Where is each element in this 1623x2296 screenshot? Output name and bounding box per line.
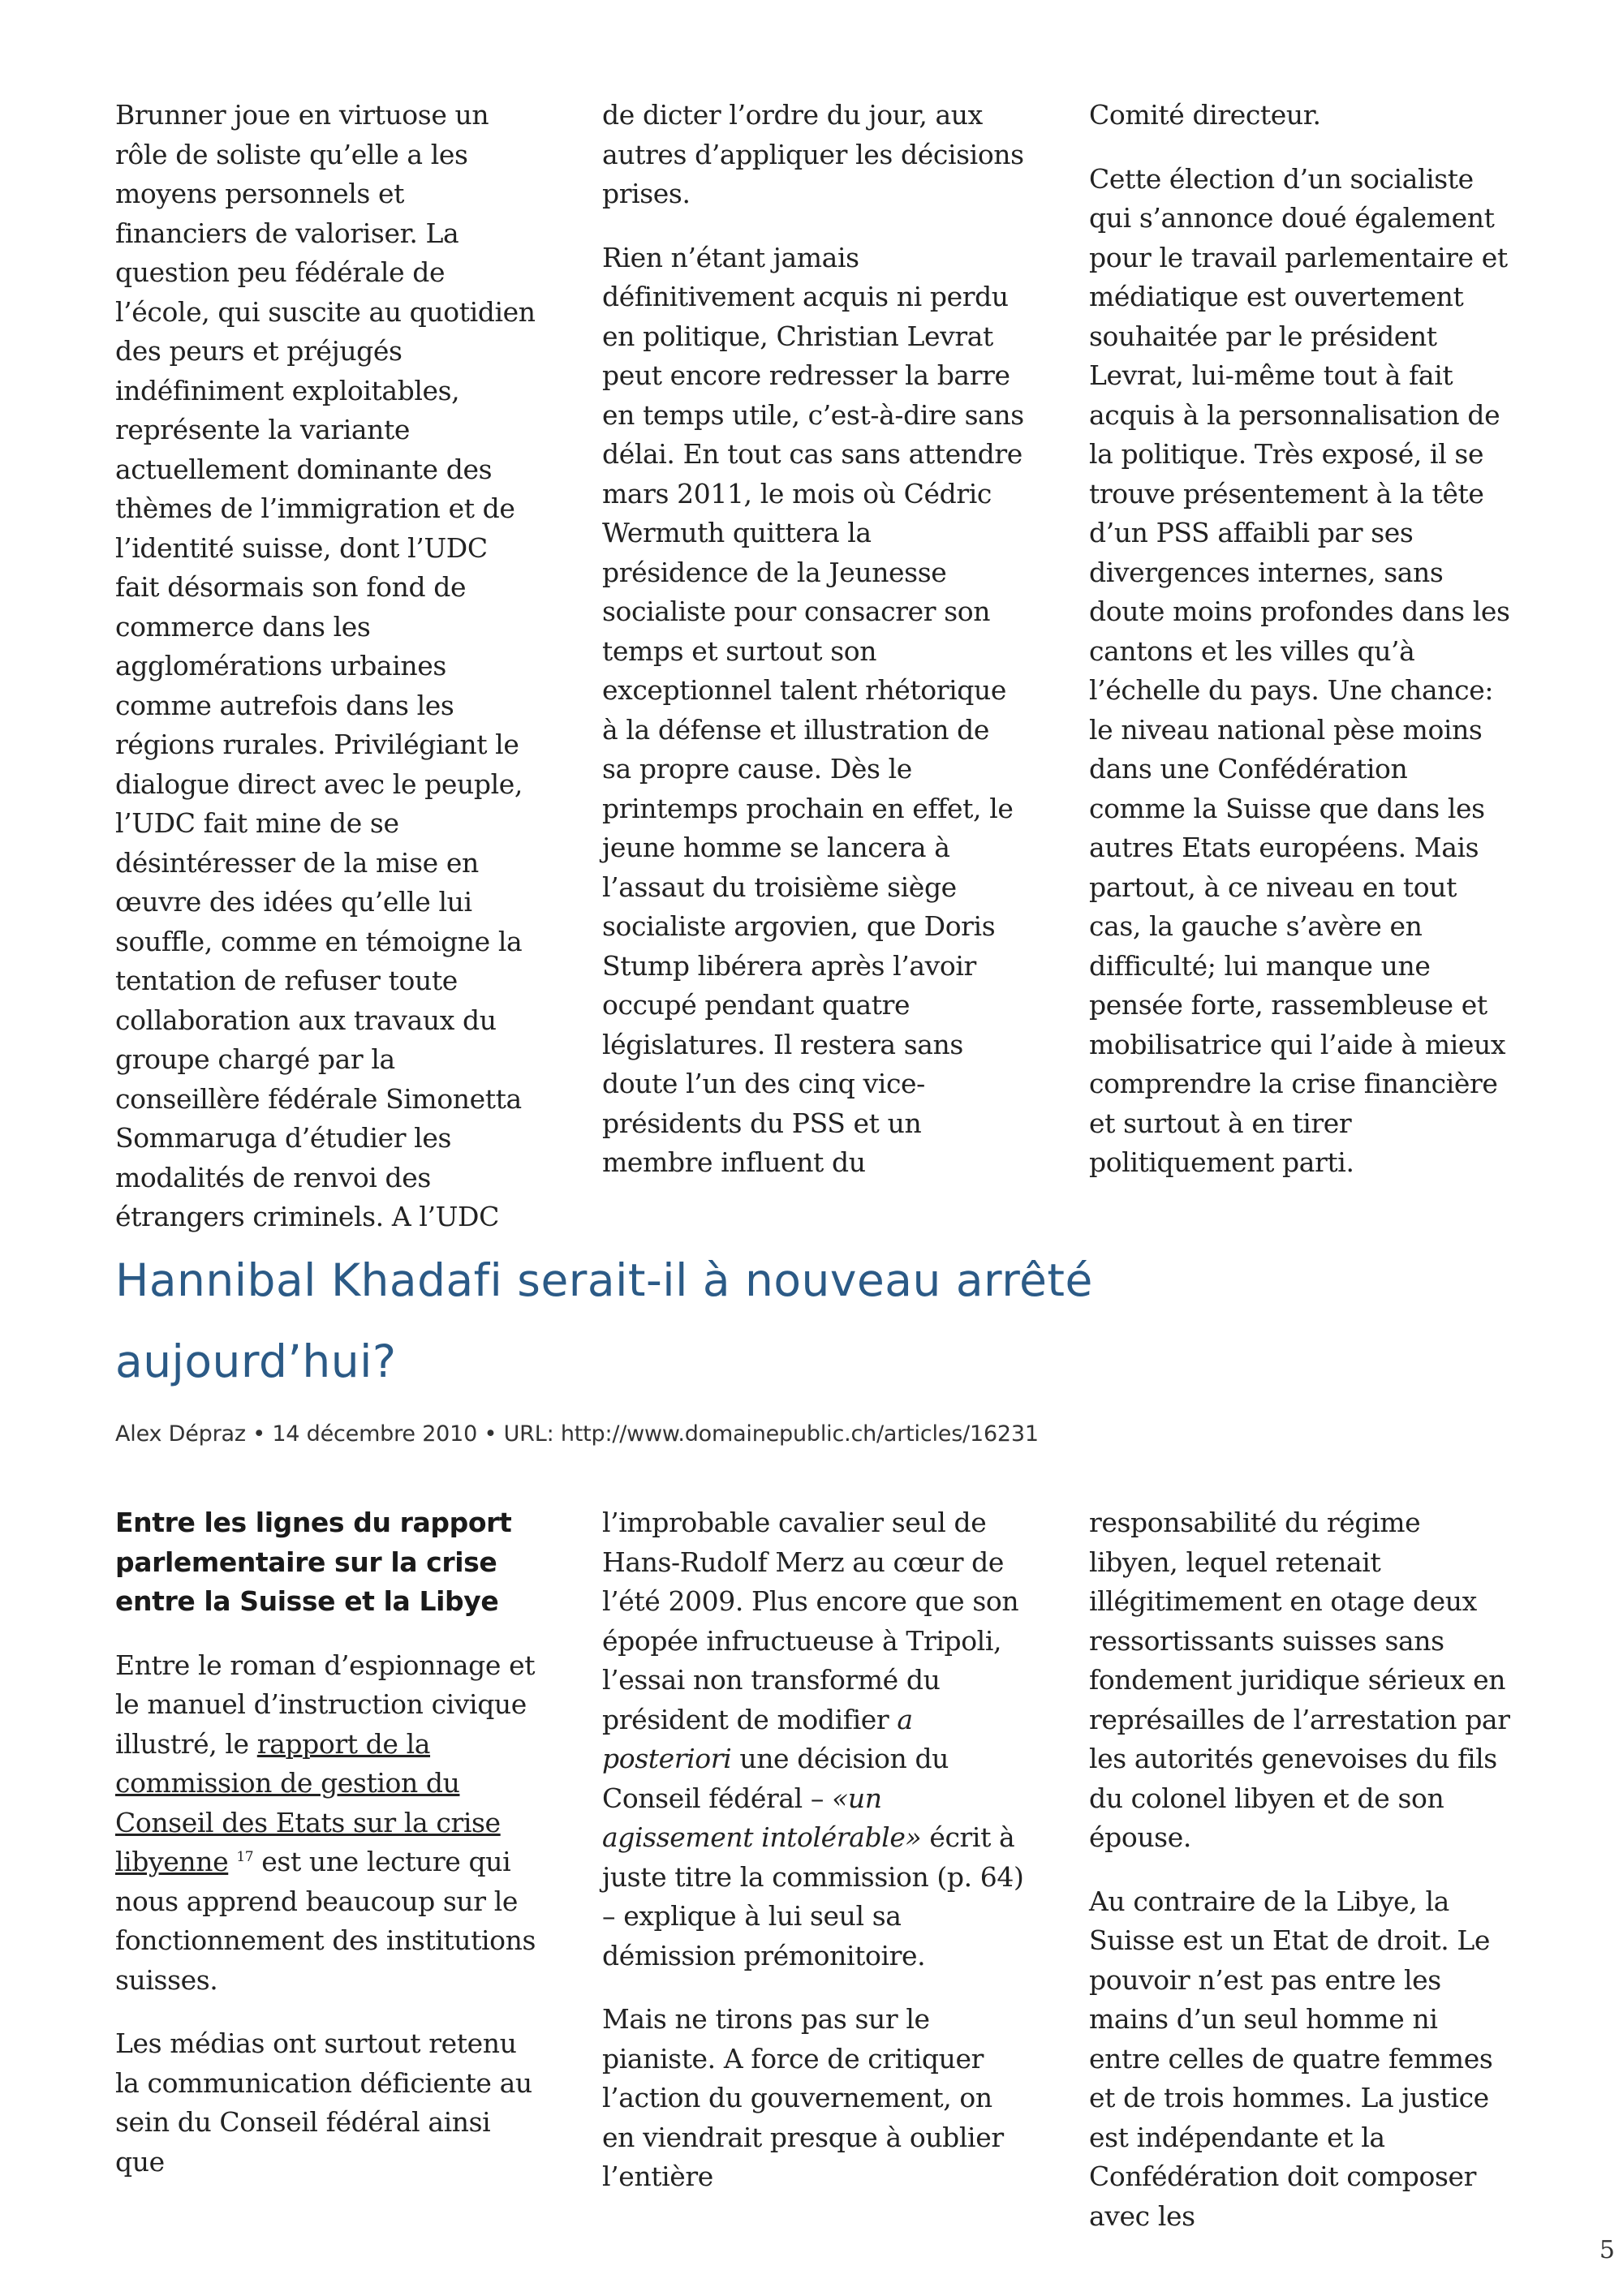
paragraph-text: Entre le roman d’espionnage et le manuel d’instruction civique illustré, le — [115, 1649, 536, 1760]
paragraph: Au contraire de la Libye, la Suisse est un Etat de droit. Le pouvoir n’est pas entre les mains d’un seul homme ni entre celles de quatre femmes et de trois hommes. La justice est indépendante et la Confédération doit composer avec les — [1089, 1885, 1493, 2232]
paragraph: Mais ne tirons pas sur le pianiste. A force de critiquer l’action du gouvernement, on en viendrait presque à oublier l’entière — [602, 2003, 1004, 2192]
paragraph: Rien n’étant jamais définitivement acquis ni perdu en politique, Christian Levrat peut encore redresser la barre en temps utile, c’est-à-dire sans délai. En tout cas sans attendre mars 2011, le mois où Cédric Wermuth quittera la présidence de la Jeunesse socialiste pour consacrer son temps et surtout son exceptionnel talent rhétorique à la défense et illustration de sa propre cause. Dès le printemps prochain en effet, le jeune homme se lancera à l’assaut du troisième siège socialiste argovien, que Doris Stump libérera après l’avoir occupé pendant quatre législatures. Il restera sans doute l’un des cinq vice-présidents du PSS et un membre influent du — [602, 241, 1024, 1178]
paragraph-text: l’improbable cavalier seul de Hans-Rudolf Merz au cœur de l’été 2009. Plus encore que son épopée infructueuse à Tripoli, l’essai non transformé du président de modifier — [602, 1507, 1019, 1735]
paragraph: de dicter l’ordre du jour, aux autres d’appliquer les décisions prises. — [602, 99, 1024, 209]
paragraph: responsabilité du régime libyen, lequel retenait illégitimement en otage deux ressortissants suisses sans fondement juridique sérieux en représailles de l’arrestation par les autorités genevoises du fils du colonel libyen et de son épouse. — [1089, 1507, 1510, 1853]
page-number: 5 — [1599, 2236, 1615, 2264]
top-column-3 — [1089, 96, 1511, 1262]
previous-article-columns — [115, 96, 1511, 1262]
article-column-3 — [1089, 1503, 1511, 2260]
paragraph: Comité directeur. — [1089, 99, 1321, 131]
article-columns — [115, 1503, 1511, 2260]
article-lead: Entre les lignes du rapport parlementaire sur la crise entre la Suisse et la Libye — [115, 1507, 512, 1617]
report-link[interactable]: rapport de la commission de gestion du Conseil des Etats sur la crise libyenne — [115, 1727, 501, 1877]
top-column-1 — [115, 96, 537, 1262]
paragraph-text: écrit à juste titre la commission (p. 64) – explique à lui seul sa démission prémonitoire. — [602, 1821, 1024, 1971]
paragraph — [602, 1503, 1024, 1976]
emphasis-text: a posteriori — [602, 1703, 913, 1774]
top-column-2 — [602, 96, 1024, 1262]
article-column-1 — [115, 1503, 537, 2260]
article-title: Hannibal Khadafi serait-il à nouveau arrêté aujourd’hui? — [115, 1254, 1093, 1387]
paragraph: Cette élection d’un socialiste qui s’annonce doué également pour le travail parlementaire et médiatique est ouvertement souhaitée par le président Levrat, lui-même tout à fait acquis à la personnalisation de la politique. Très exposé, il se trouve présentement à la tête d’un PSS affaibli par ses divergences internes, sans doute moins profondes dans les cantons et les villes qu’à l’échelle du pays. Une chance: le niveau national pèse moins dans une Confédération comme la Suisse que dans les autres Etats européens. Mais partout, à ce niveau en tout cas, la gauche s’avère en difficulté; lui manque une pensée forte, rassembleuse et mobilisatrice qui l’aide à mieux comprendre la crise financière et surtout à en tirer politiquement parti. — [1089, 162, 1510, 1178]
article-column-2 — [602, 1503, 1024, 2260]
paragraph: Brunner joue en virtuose un rôle de soliste qu’elle a les moyens personnels et financiers de valoriser. La question peu fédérale de l’école, qui suscite au quotidien des peurs et préjugés indéfiniment exploitables, représente la variante actuellement dominante des thèmes de l’immigration et de l’identité suisse, dont l’UDC fait désormais son fond de commerce dans les agglomérations urbaines comme autrefois dans les régions rurales. Privilégiant le dialogue direct avec le peuple, l’UDC fait mine de se désintéresser de la mise en œuvre des idées qu’elle lui souffle, comme en témoigne la tentation de refuser toute collaboration aux travaux du groupe chargé par la conseillère fédérale Simonetta Sommaruga d’étudier les modalités de renvoi des étrangers criminels. A l’UDC — [115, 99, 536, 1232]
paragraph-text: est une lecture qui nous apprend beaucoup sur le fonctionnement des institutions suisses. — [115, 1846, 536, 1996]
paragraph — [115, 1646, 537, 2001]
emphasis-quote: «un agissement intolérable» — [602, 1782, 922, 1853]
paragraph-text: une décision du Conseil fédéral – — [602, 1743, 949, 1814]
footnote-ref[interactable]: 17 — [236, 1849, 254, 1865]
paragraph: Les médias ont surtout retenu la communication déficiente au sein du Conseil fédéral ainsi que — [115, 2027, 532, 2178]
article-byline: Alex Dépraz • 14 décembre 2010 • URL: http://www.domainepublic.ch/articles/16231 — [115, 1421, 1039, 1447]
